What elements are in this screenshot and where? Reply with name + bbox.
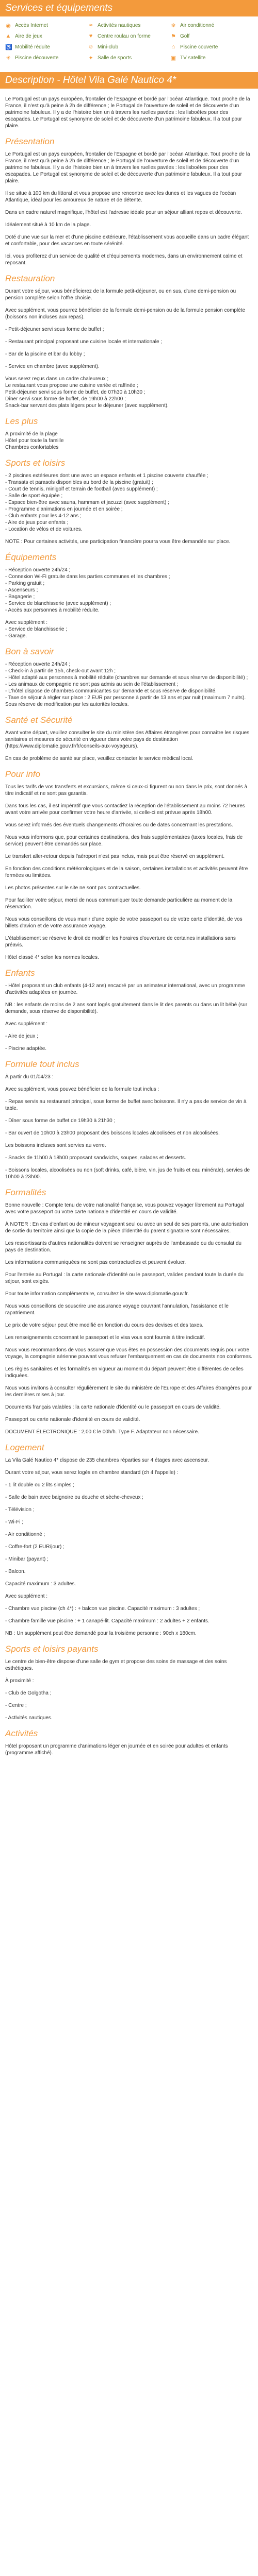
tv-icon: ▣ (170, 55, 176, 61)
section-paragraph: Nous vous invitons à consulter régulièrement le site du ministère de l'Europe et des Affaires étrangères pour les dernières mises à jour. (5, 1385, 252, 1398)
section (5, 715, 253, 762)
service-label: Centre roulau on forme (98, 33, 151, 39)
list-item: - Réception ouverte 24h/24 ; (5, 567, 71, 573)
section (5, 1443, 253, 1637)
service-label: Salle de sports (98, 55, 132, 61)
list-item: - Connexion Wi-Fi gratuite dans les parties communes et les chambres ; (5, 574, 170, 580)
services-grid (0, 16, 258, 61)
list-item: Chambres confortables (5, 445, 59, 450)
service-item (170, 33, 253, 39)
section-paragraph: Vous serez informés des éventuels changements d'horaires ou de dates concernant les prestations. (5, 822, 233, 828)
section-paragraph: L'établissement se réserve le droit de modifier les horaires d'ouverture de certaines installations sans préavis. (5, 936, 236, 948)
section-paragraph: - Chambre vue piscine (ch 4*) : + balcon vue piscine. Capacité maximum : 3 adultes ; (5, 1606, 200, 1612)
list-item: Snack-bar servant des plats légers pour le déjeuner (avec supplément). (5, 403, 169, 409)
service-label: TV satellite (180, 55, 206, 61)
section-paragraph: Dans un cadre naturel magnifique, l'hôtel est l'adresse idéale pour un séjour alliant repos et découverte. (5, 210, 243, 215)
wheelchair-icon: ♿ (5, 44, 12, 50)
service-item (5, 33, 88, 39)
section-paragraph: - Minibar (payant) ; (5, 1556, 49, 1562)
description-banner (0, 72, 258, 89)
section-paragraph: En cas de problème de santé sur place, veuillez contacter le service médical local. (5, 756, 194, 761)
section-paragraph: Le transfert aller-retour depuis l'aéroport n'est pas inclus, mais peut être réservé en supplément. (5, 854, 225, 859)
service-label: Mini-club (98, 44, 119, 50)
golf-icon: ⚑ (171, 33, 176, 40)
section-paragraph: Hôtel proposant un programme d'animations léger en journée et en soirée pour adultes et enfants (programme affiché). (5, 1743, 228, 1756)
section-title: Logement (5, 1443, 44, 1452)
section-paragraph: Avec supplément, vous pouvez bénéficier de la formule tout inclus : (5, 1087, 159, 1092)
fitness-icon: ♥ (89, 33, 93, 39)
section-paragraph: - Salle de bain avec baignoire ou douche et sèche-cheveux ; (5, 1495, 143, 1500)
list-item: - Court de tennis, minigolf et terrain de football (avec supplément) ; (5, 486, 158, 492)
section-paragraph: Bonne nouvelle : Compte tenu de votre nationalité française, vous pouvez voyager librement au Portugal avec votre passeport ou votre carte nationale d'identité en cours de validité. (5, 1202, 245, 1215)
list-item: - Hôtel adapté aux personnes à mobilité réduite (chambres sur demande et sous réserve de disponibilité) ; (5, 675, 248, 681)
service-label: Piscine couverte (180, 44, 218, 50)
section-paragraph: - Wi-Fi ; (5, 1519, 23, 1525)
list-item: - Check-in à partir de 15h, check-out avant 12h ; (5, 668, 116, 674)
section (5, 274, 253, 409)
list-item: - L'hôtel dispose de chambres communicantes sur demande et sous réserve de disponibilité. (5, 688, 217, 694)
section-paragraph: - Hôtel proposant un club enfants (4-12 ans) encadré par un animateur international, avec un programme d'activités adaptées en journée. (5, 983, 245, 995)
list-item: - Garage. (5, 633, 27, 639)
list-item: - Espace bien-être avec sauna, hammam et jacuzzi (avec supplément) ; (5, 500, 169, 505)
description-sections (5, 137, 253, 1756)
list-item: À proximité de la plage (5, 431, 58, 437)
description-title: Description - Hôtel Vila Galé Nautico 4* (5, 75, 176, 86)
section-paragraph: Avec supplément : (5, 1594, 48, 1599)
section-paragraph: À partir du 01/04/23 : (5, 1074, 54, 1080)
section-paragraph: NB : Un supplément peut être demandé pour la troisième personne : 90ch x 180cm. (5, 1631, 197, 1636)
section-paragraph: - Télévision ; (5, 1507, 35, 1513)
section-paragraph: - Bar de la piscine et bar du lobby ; (5, 351, 85, 357)
section-paragraph: Hôtel classé 4* selon les normes locales. (5, 955, 99, 960)
service-item (170, 55, 253, 61)
section-paragraph: - Restaurant principal proposant une cuisine locale et internationale ; (5, 339, 163, 345)
section-paragraph: Passeport ou carte nationale d'identité en cours de validité. (5, 1417, 140, 1422)
section-title: Sports et loisirs (5, 458, 66, 468)
service-label: Piscine découverte (15, 55, 59, 61)
section (5, 1188, 253, 1435)
description-intro: Le Portugal est un pays européen, frontalier de l'Espagne et bordé par l'océan Atlantique. Tout proche de la France, il n'est qu'à peine à 2h de différence ; le Portugal de l'ouverture de soleil et de découverte d'un patrimoine fabuleux. Il y a de l'histoire bien un à travers les ruelles pavées : les lisboètes pour des escapades. Le Portugal est synonyme de soleil et de découverte d'un patrimoine fabuleux. Il a tout pour plaire. (5, 96, 250, 129)
list-item: Le restaurant vous propose une cuisine variée et raffinée ; (5, 383, 138, 388)
section-title: Présentation (5, 137, 55, 146)
section-title: Formule tout inclus (5, 1059, 79, 1069)
wifi-icon: ◉ (6, 22, 11, 29)
list-item: Dîner servi sous forme de buffet, de 19h00 à 22h00 ; (5, 396, 126, 402)
section-paragraph: - Centre ; (5, 1703, 27, 1708)
section-paragraph: - Air conditionné ; (5, 1532, 45, 1537)
section-title: Formalités (5, 1188, 46, 1197)
service-label: Mobilité réduite (15, 44, 50, 50)
service-label: Golf (180, 33, 190, 39)
list-item: Hôtel pour toute la famille (5, 438, 64, 444)
section-paragraph: Le prix de votre séjour peut être modifié en fonction du cours des devises et des taxes. (5, 1323, 204, 1328)
list-item: - Bagagerie ; (5, 594, 35, 600)
section-list (5, 376, 253, 409)
section-paragraph: - Aire de jeux ; (5, 1033, 38, 1039)
section-list (5, 472, 253, 533)
section-paragraph: À proximité : (5, 1678, 34, 1684)
section-paragraph: Le Portugal est un pays européen, frontalier de l'Espagne et bordé par l'océan Atlantique. Tout proche de la France, il n'est qu'à peine à 2h de différence ; le Portugal de l'ouverture de soleil et de découverte d'un patrimoine fabuleux. Il y a de l'histoire bien un à travers les ruelles pavées : les lisboètes pour des escapades. Le Portugal est synonyme de soleil et de découverte d'un patrimoine fabuleux. Il a tout pour plaire. (5, 151, 250, 184)
section-paragraph: - Activités nautiques. (5, 1715, 53, 1721)
section-paragraph: Doté d'une vue sur la mer et d'une piscine extérieure, l'établissement vous accueille dans un cadre élégant et confortable, pour des vacances en toute sérénité. (5, 234, 249, 247)
section (5, 552, 253, 639)
section-paragraph: La Vila Galé Nautico 4* dispose de 235 chambres réparties sur 4 étages avec ascenseur. (5, 1458, 209, 1463)
playground-icon: ▲ (5, 33, 11, 39)
service-item (88, 22, 170, 28)
snowflake-icon: ❄ (171, 22, 176, 29)
list-item: - Les animaux de compagnie ne sont pas admis au sein de l'établissement ; (5, 682, 179, 687)
section-paragraph: Avec supplément, vous pourrez bénéficier de la formule demi-pension ou de la formule pension complète (boissons non incluses aux repas). (5, 308, 246, 320)
section-paragraph: Tous les tarifs de vos transferts et excursions, même si ceux-ci figurent ou non dans le prix, sont donnés à titre indicatif et ne sont pas garantis. (5, 784, 248, 796)
section-paragraph: Les ressortissants d'autres nationalités doivent se renseigner auprès de l'ambassade ou du consulat du pays de destination. (5, 1241, 241, 1253)
service-item (5, 55, 88, 61)
section (5, 1059, 253, 1180)
service-item (88, 55, 170, 61)
description-content (0, 96, 258, 1756)
section-paragraph: Les informations communiquées ne sont pas contractuelles et peuvent évoluer. (5, 1260, 186, 1265)
indoor-pool-icon: ⌂ (171, 44, 175, 50)
section-paragraph: - Balcon. (5, 1569, 26, 1574)
section-note: NOTE : Pour certaines activités, une participation financière pourra vous être demandée sur place. (5, 539, 231, 545)
services-banner (0, 0, 258, 16)
section-paragraph: Nous vous conseillons de souscrire une assurance voyage couvrant l'annulation, l'assistance et le rapatriement. (5, 1303, 229, 1316)
list-item: - 2 piscines extérieures dont une avec un espace enfants et 1 piscine couverte chauffée ; (5, 473, 208, 479)
section-list (5, 567, 253, 614)
section (5, 647, 253, 708)
section-paragraph: - Service en chambre (avec supplément). (5, 364, 100, 369)
list-item: - Accès aux personnes à mobilité réduite. (5, 607, 100, 613)
list-item: - Programme d'animations en journée et en soirée ; (5, 506, 123, 512)
list-item: - Taxe de séjour à régler sur place : 2 EUR par personne à partir de 13 ans et par nuit (maximum 7 nuits). Sous réserve de modification par les autorités locales. (5, 695, 246, 707)
section-paragraph: - Snacks de 11h00 à 18h00 proposant sandwichs, soupes, salades et desserts. (5, 1155, 186, 1161)
section-paragraph: - Coffre-fort (2 EUR/jour) ; (5, 1544, 64, 1550)
kids-club-icon: ☺ (88, 44, 94, 50)
service-item (5, 44, 88, 50)
section-paragraph: - Club de Golgotha ; (5, 1690, 52, 1696)
section-paragraph: Le centre de bien-être dispose d'une salle de gym et propose des soins de massage et des soins esthétiques. (5, 1659, 227, 1671)
section-paragraph: Nous vous recommandons de vous assurer que vous êtes en possession des documents requis pour votre voyage, la compagnie aérienne pouvant vous refuser l'embarquement en cas de documents non conformes. (5, 1347, 252, 1360)
section-paragraph: - 1 lit double ou 2 lits simples ; (5, 1482, 74, 1488)
section-title: Activités (5, 1728, 38, 1738)
dumbbell-icon: ✦ (88, 55, 93, 61)
section-paragraph: En fonction des conditions météorologiques et de la saison, certaines installations et activités peuvent être fermées ou limitées. (5, 866, 248, 878)
section-paragraph: - Bar ouvert de 10h00 à 23h00 proposant des boissons locales alcoolisées et non alcoolisées. (5, 1130, 220, 1136)
section-paragraph: Pour toute information complémentaire, consultez le site www.diplomatie.gouv.fr. (5, 1291, 189, 1297)
section-paragraph: Dans tous les cas, il est impératif que vous contactiez la réception de l'établissement au moins 72 heures avant votre arrivée pour confirmer votre heure d'arrivée, si celle-ci est prévue après 18h00. (5, 803, 245, 816)
list-item: - Salle de sport équipée ; (5, 493, 63, 499)
section-title: Santé et Sécurité (5, 715, 73, 725)
section-paragraph: NB : les enfants de moins de 2 ans sont logés gratuitement dans le lit des parents ou dans un lit bébé (sur demande, sous réserve de disponibilité). (5, 1002, 248, 1014)
section-title: Bon à savoir (5, 647, 54, 656)
list-item: - Parking gratuit ; (5, 581, 45, 586)
section-paragraph: Avant votre départ, veuillez consulter le site du ministère des Affaires étrangères pour connaître les risques sanitaires et mesures de sécurité en vigueur dans votre pays de destination (https://www.diplomatie.gouv.fr/fr/conseils-aux-voyageurs). (5, 730, 250, 749)
section-title: Enfants (5, 968, 35, 978)
section-title: Équipements (5, 552, 57, 562)
list-item: - Service de blanchisserie (avec supplément) ; (5, 601, 111, 606)
section-list (5, 661, 253, 708)
section-paragraph: DOCUMENT ÉLECTRONIQUE : 2,00 € le 00h/h. Type F. Adaptateur non nécessaire. (5, 1429, 199, 1435)
list-item: - Service de blanchisserie ; (5, 626, 68, 632)
outdoor-pool-icon: ☀ (6, 55, 11, 61)
section-paragraph: À NOTER : En cas d'enfant ou de mineur voyageant seul ou avec un seul de ses parents, une autorisation de sortie du territoire ainsi que la copie de la pièce d'identité du parent signataire sont nécessaires. (5, 1222, 248, 1234)
section-paragraph: Durant votre séjour, vous serez logés en chambre standard (ch 4 l'appelle) : (5, 1470, 179, 1476)
list-item: Vous serez reçus dans un cadre chaleureux ; (5, 376, 109, 382)
list-item: - Location de vélos et de voitures. (5, 527, 83, 532)
service-item (170, 22, 253, 28)
section (5, 769, 253, 961)
section-extra-list (5, 619, 253, 639)
section-paragraph: - Chambre famille vue piscine : + 1 canapé-lit. Capacité maximum : 2 adultes + 2 enfants. (5, 1618, 209, 1624)
section-paragraph: Avec supplément : (5, 1021, 48, 1027)
section-paragraph: - Repas servis au restaurant principal, sous forme de buffet avec boissons. Il n'y a pas de service de vin à table. (5, 1099, 247, 1111)
section-paragraph: Capacité maximum : 3 adultes. (5, 1581, 76, 1587)
section-paragraph: - Boissons locales, alcoolisées ou non (soft drinks, café, bière, vin, jus de fruits et eau minérale), servies de 10h00 à 23h00. (5, 1167, 250, 1180)
list-item: Avec supplément : (5, 620, 48, 625)
section-paragraph: Nous vous conseillons de vous munir d'une copie de votre passeport ou de votre carte d'identité, de vos billets d'avion et de votre assurance voyage. (5, 917, 243, 929)
section (5, 137, 253, 266)
section-paragraph: Il se situe à 100 km du littoral et vous propose une rencontre avec les dunes et les vagues de l'océan Atlantique, idéal pour les amoureux de nature et de détente. (5, 191, 236, 203)
section-paragraph: - Dîner sous forme de buffet de 19h30 à 21h30 ; (5, 1118, 116, 1124)
section-paragraph: Nous vous informons que, pour certaines destinations, des frais supplémentaires (taxes locales, frais de service) peuvent être demandés sur place. (5, 835, 243, 847)
list-item: - Réception ouverte 24h/24 ; (5, 662, 71, 667)
list-item: - Club enfants pour les 4-12 ans ; (5, 513, 82, 519)
section-paragraph: Documents français valables : la carte nationale d'identité ou le passeport en cours de validité. (5, 1404, 221, 1410)
section-paragraph: Ici, vous profiterez d'un service de qualité et d'équipements modernes, dans un environnement calme et reposant. (5, 253, 243, 266)
section (5, 968, 253, 1052)
section-paragraph: Pour faciliter votre séjour, merci de nous communiquer toute demande particulière au moment de la réservation. (5, 897, 233, 910)
section (5, 1728, 253, 1756)
service-label: Accès Internet (15, 22, 48, 28)
section (5, 458, 253, 545)
section-paragraph: Pour l'entrée au Portugal : la carte nationale d'identité ou le passeport, valides pendant toute la durée du séjour, sont exigés. (5, 1272, 244, 1284)
section-paragraph: Idéalement situé à 10 km de la plage. (5, 222, 91, 228)
section-paragraph: Les boissons incluses sont servies au verre. (5, 1143, 106, 1148)
service-item (88, 33, 170, 39)
list-item: - Ascenseurs ; (5, 587, 38, 593)
section-paragraph: Les renseignements concernant le passeport et le visa vous sont fournis à titre indicatif. (5, 1335, 205, 1341)
section-paragraph: Les photos présentes sur le site ne sont pas contractuelles. (5, 885, 141, 891)
section-paragraph: Les règles sanitaires et les formalités en vigueur au moment du départ peuvent être différentes de celles indiquées. (5, 1366, 244, 1379)
section (5, 416, 253, 451)
section-title: Sports et loisirs payants (5, 1644, 99, 1654)
list-item: - Aire de jeux pour enfants ; (5, 520, 69, 526)
water-activities-icon: ≈ (89, 22, 93, 28)
section-list (5, 431, 253, 451)
services-title: Services et équipements (5, 3, 113, 13)
list-item: Petit-déjeuner servi sous forme de buffet, de 07h30 à 10h30 ; (5, 389, 146, 395)
service-item (5, 22, 88, 28)
section-paragraph: - Piscine adaptée. (5, 1046, 47, 1052)
service-label: Air conditionné (180, 22, 215, 28)
section-title: Les plus (5, 416, 38, 426)
service-item (170, 44, 253, 50)
section-title: Pour info (5, 769, 41, 779)
service-item (88, 44, 170, 50)
list-item: - Transats et parasols disponibles au bord de la piscine (gratuit) ; (5, 480, 153, 485)
section (5, 1644, 253, 1721)
section-paragraph: - Petit-déjeuner servi sous forme de buffet ; (5, 327, 104, 332)
section-title: Restauration (5, 274, 55, 283)
section-paragraph: Durant votre séjour, vous bénéficierez de la formule petit-déjeuner, ou en sus, d'une demi-pension ou pension complète selon l'offre choisie. (5, 289, 236, 301)
service-label: Aire de jeux (15, 33, 42, 39)
service-label: Activités nautiques (98, 22, 141, 28)
